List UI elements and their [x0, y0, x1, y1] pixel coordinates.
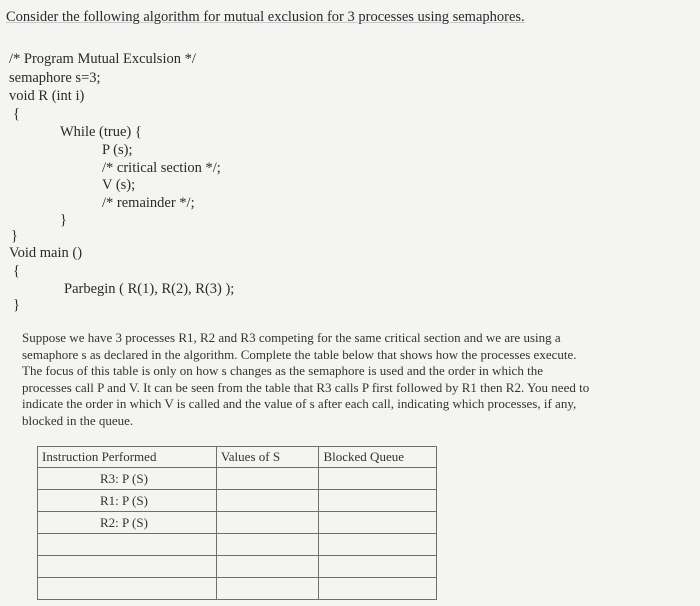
table-row	[38, 578, 437, 600]
code-while-loop: While (true) {	[60, 124, 142, 140]
paragraph-line: semaphore s as declared in the algorithm. Complete the table below that shows how the processes execute.	[22, 346, 577, 362]
value-cell[interactable]	[216, 468, 319, 490]
code-semaphore-decl: semaphore s=3;	[9, 70, 101, 86]
code-function-signature: void R (int i)	[9, 88, 85, 104]
instruction-cell: R1: P (S)	[38, 490, 217, 512]
value-cell[interactable]	[216, 556, 319, 578]
table-header-row	[38, 447, 437, 468]
instruction-cell[interactable]	[38, 534, 217, 556]
value-cell[interactable]	[216, 512, 319, 534]
queue-cell[interactable]	[319, 556, 437, 578]
queue-cell[interactable]	[319, 512, 437, 534]
instruction-cell[interactable]	[38, 556, 217, 578]
table-row	[38, 556, 437, 578]
instruction-cell: R2: P (S)	[38, 512, 217, 534]
code-main-close-brace: }	[13, 297, 20, 313]
code-parbegin: Parbegin ( R(1), R(2), R(3) );	[64, 281, 235, 297]
instruction-cell[interactable]	[38, 578, 217, 600]
queue-cell[interactable]	[319, 490, 437, 512]
queue-cell[interactable]	[319, 468, 437, 490]
code-critical-section-comment: /* critical section */;	[102, 160, 221, 176]
code-remainder-comment: /* remainder */;	[102, 195, 195, 211]
paragraph-line: blocked in the queue.	[22, 412, 134, 428]
code-v-call: V (s);	[102, 177, 136, 193]
table-row	[38, 534, 437, 556]
code-p-call: P (s);	[102, 142, 133, 158]
value-cell[interactable]	[216, 534, 319, 556]
code-main-open-brace: {	[13, 263, 20, 279]
queue-cell[interactable]	[319, 578, 437, 600]
value-cell[interactable]	[216, 578, 319, 600]
header-values-of-s: Values of S	[216, 447, 319, 468]
table-row	[38, 512, 437, 534]
instruction-cell: R3: P (S)	[38, 468, 217, 490]
code-open-brace: {	[13, 106, 20, 122]
paragraph-line: The focus of this table is only on how s changes as the semaphore is used and the order in which the	[22, 363, 543, 378]
semaphore-table	[37, 446, 437, 600]
paragraph-line: indicate the order in which V is called and the value of s after each call, indicating which processes, if any,	[22, 396, 577, 411]
paragraph-line: Suppose we have 3 processes R1, R2 and R3 competing for the same critical section and we are using a	[22, 330, 561, 345]
header-blocked-queue: Blocked Queue	[319, 447, 437, 468]
code-main-signature: Void main ()	[9, 245, 83, 261]
header-instruction-performed: Instruction Performed	[38, 447, 217, 468]
code-comment-line: /* Program Mutual Exculsion */	[9, 51, 196, 67]
question-text: Consider the following algorithm for mutual exclusion for 3 processes using semaphores.	[6, 9, 525, 25]
queue-cell[interactable]	[319, 534, 437, 556]
table-row	[38, 468, 437, 490]
instructions-paragraph	[22, 330, 682, 429]
code-close-brace-function: }	[11, 228, 18, 244]
table-row	[38, 490, 437, 512]
paragraph-line: processes call P and V. It can be seen from the table that R3 calls P first followed by R1 then R2. You need to	[22, 379, 590, 395]
code-close-brace-while: }	[60, 212, 67, 228]
value-cell[interactable]	[216, 490, 319, 512]
